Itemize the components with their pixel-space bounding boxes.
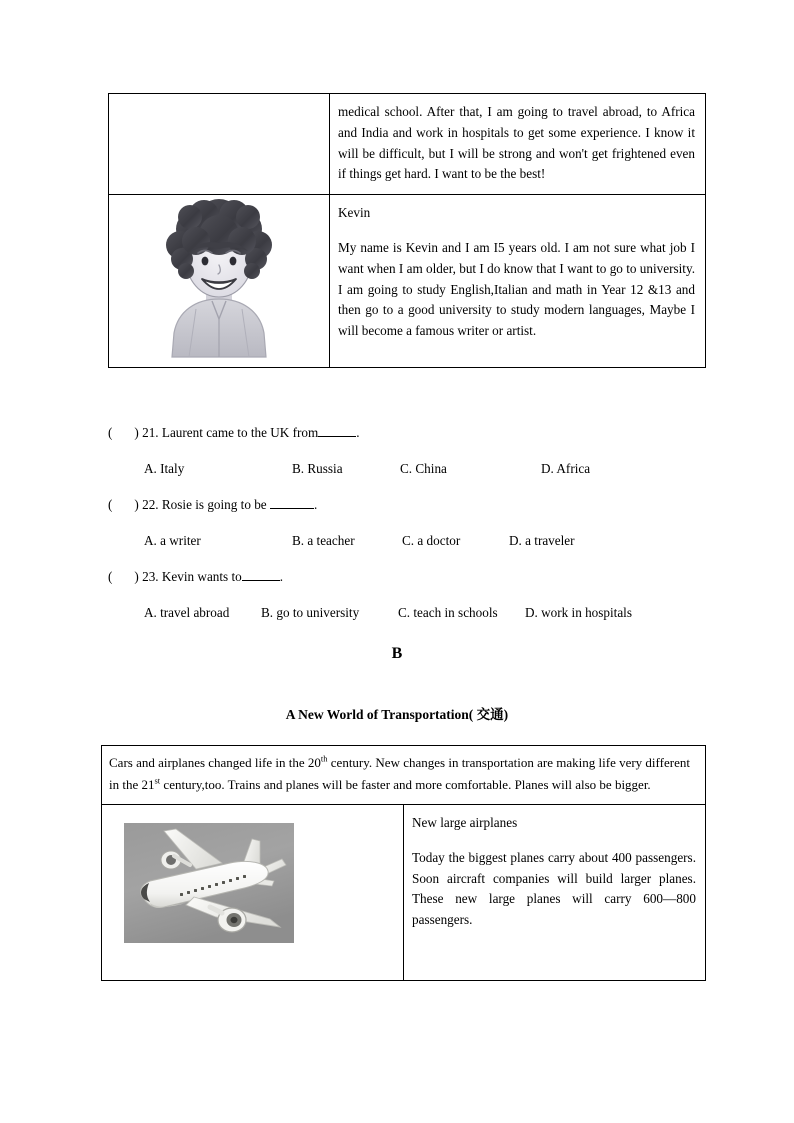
option-21-b-label: B. — [292, 461, 305, 476]
option-23-d[interactable] — [525, 605, 632, 621]
intro-superscript-th: th — [320, 753, 328, 764]
option-23-a[interactable] — [144, 605, 261, 621]
option-22-c-label: C. — [402, 533, 415, 548]
table-row — [102, 746, 706, 805]
option-23-c[interactable] — [398, 605, 525, 621]
option-23-c-label: C. — [398, 605, 411, 620]
answer-bracket-close-23: ) — [134, 569, 139, 584]
answer-bracket-open-22: ( — [108, 497, 113, 512]
option-23-b-label: B. — [261, 605, 274, 620]
article-title: A New World of Transportation( 交通) — [285, 707, 509, 722]
option-21-d[interactable] — [541, 461, 590, 477]
option-23-a-label: A. — [144, 605, 157, 620]
table-b-text-cell — [404, 805, 706, 981]
answer-blank-21[interactable] — [318, 436, 356, 437]
reading-passage-table-b — [101, 745, 706, 981]
question-23-stem — [108, 569, 708, 585]
option-22-c-text: a doctor — [417, 533, 461, 548]
answer-bracket-close-22: ) — [134, 497, 139, 512]
passage-paragraph-kevin: My name is Kevin and I am I5 years old. I am not sure what job I want when I am older, but I do know that I want to go to university. I am going to study English,Italian and math in Year 12 &13 and then go to a good university to study modern languages, Maybe I will become a famous writer or artist. — [338, 239, 695, 339]
answer-blank-23[interactable] — [242, 580, 280, 581]
transportation-intro-paragraph — [109, 752, 698, 796]
question-23-options — [108, 605, 708, 621]
question-22-number: 22. — [142, 497, 159, 512]
option-22-c[interactable] — [402, 533, 509, 549]
option-21-b[interactable] — [292, 461, 400, 477]
airplane-icon — [124, 823, 294, 943]
table-a-row1-text-cell — [330, 195, 706, 368]
boy-illustration — [109, 195, 329, 367]
question-22-options — [108, 533, 708, 549]
option-22-d-label: D. — [509, 533, 522, 548]
answer-bracket-open-23: ( — [108, 569, 113, 584]
option-23-d-text: work in hospitals — [541, 605, 632, 620]
subsection-title-new-large-airplanes: New large airplanes — [412, 815, 518, 830]
option-22-b[interactable] — [292, 533, 402, 549]
questions-block — [108, 425, 708, 621]
passage-name-kevin: Kevin — [338, 205, 371, 221]
option-22-a-text: a writer — [160, 533, 201, 548]
table-a-row0-image-cell — [109, 94, 330, 195]
answer-bracket-close-21: ) — [134, 425, 139, 440]
intro-part-3: century,too. Trains and planes will be faster and more comfortable. Planes will also be bigger. — [160, 777, 651, 792]
question-23-period: . — [279, 569, 284, 584]
intro-superscript-st: st — [154, 775, 161, 786]
option-21-c-text: China — [415, 461, 447, 476]
reading-passage-table-a — [108, 93, 706, 368]
question-21-number: 21. — [142, 425, 159, 440]
answer-bracket-open-21: ( — [108, 425, 113, 440]
intro-part-1: Cars and airplanes changed life in the 20 — [109, 755, 321, 770]
option-21-c-label: C. — [400, 461, 413, 476]
airplane-photo-frame — [124, 823, 294, 943]
option-22-a-label: A. — [144, 533, 157, 548]
question-21-period: . — [356, 425, 360, 440]
option-22-b-text: a teacher — [307, 533, 355, 548]
question-23-number: 23. — [142, 569, 159, 584]
question-21-text: Laurent came to the UK from — [161, 425, 319, 440]
option-23-b-text: go to university — [276, 605, 360, 620]
question-22-stem — [108, 497, 708, 513]
option-23-d-label: D. — [525, 605, 538, 620]
option-21-a-text: Italy — [160, 461, 185, 476]
answer-blank-22[interactable] — [270, 508, 314, 509]
option-21-a-label: A. — [144, 461, 157, 476]
table-b-intro-cell — [102, 746, 706, 805]
section-letter-b: B — [391, 645, 403, 662]
option-23-b[interactable] — [261, 605, 398, 621]
boy-portrait-icon — [134, 199, 304, 367]
option-23-c-text: teach in schools — [413, 605, 498, 620]
question-21-options — [108, 461, 708, 477]
passage-paragraph-rosie: medical school. After that, I am going to travel abroad, to Africa and India and work in hospitals to get some experience. I know it will be difficult, but I will be strong and won't get frightened even if things get hard. I want to be the best! — [338, 104, 695, 182]
table-a-row1-image-cell — [109, 195, 330, 368]
table-b-image-cell — [102, 805, 404, 981]
option-21-a[interactable] — [144, 461, 292, 477]
option-22-b-label: B. — [292, 533, 305, 548]
option-22-d-text: a traveler — [525, 533, 575, 548]
option-22-a[interactable] — [144, 533, 292, 549]
table-row — [109, 94, 706, 195]
table-row — [102, 805, 706, 981]
question-22-text: Rosie is going to be — [161, 497, 267, 512]
option-21-b-text: Russia — [307, 461, 343, 476]
option-21-d-text: Africa — [556, 461, 591, 476]
airplane-photo — [102, 805, 403, 980]
new-large-airplanes-paragraph: Today the biggest planes carry about 400 passengers. Soon aircraft companies will build larger planes. These new large planes will carry 600—800 passengers. — [412, 849, 696, 928]
question-21-stem — [108, 425, 708, 441]
option-23-a-text: travel abroad — [160, 605, 230, 620]
question-23-text: Kevin wants to — [161, 569, 242, 584]
intro-part-2: century. New changes in transportation are making life very different in the 21 — [109, 755, 690, 792]
option-21-d-label: D. — [541, 461, 554, 476]
table-a-row0-text-cell — [330, 94, 706, 195]
option-22-d[interactable] — [509, 533, 575, 549]
question-22-period: . — [313, 497, 318, 512]
table-row — [109, 195, 706, 368]
option-21-c[interactable] — [400, 461, 541, 477]
